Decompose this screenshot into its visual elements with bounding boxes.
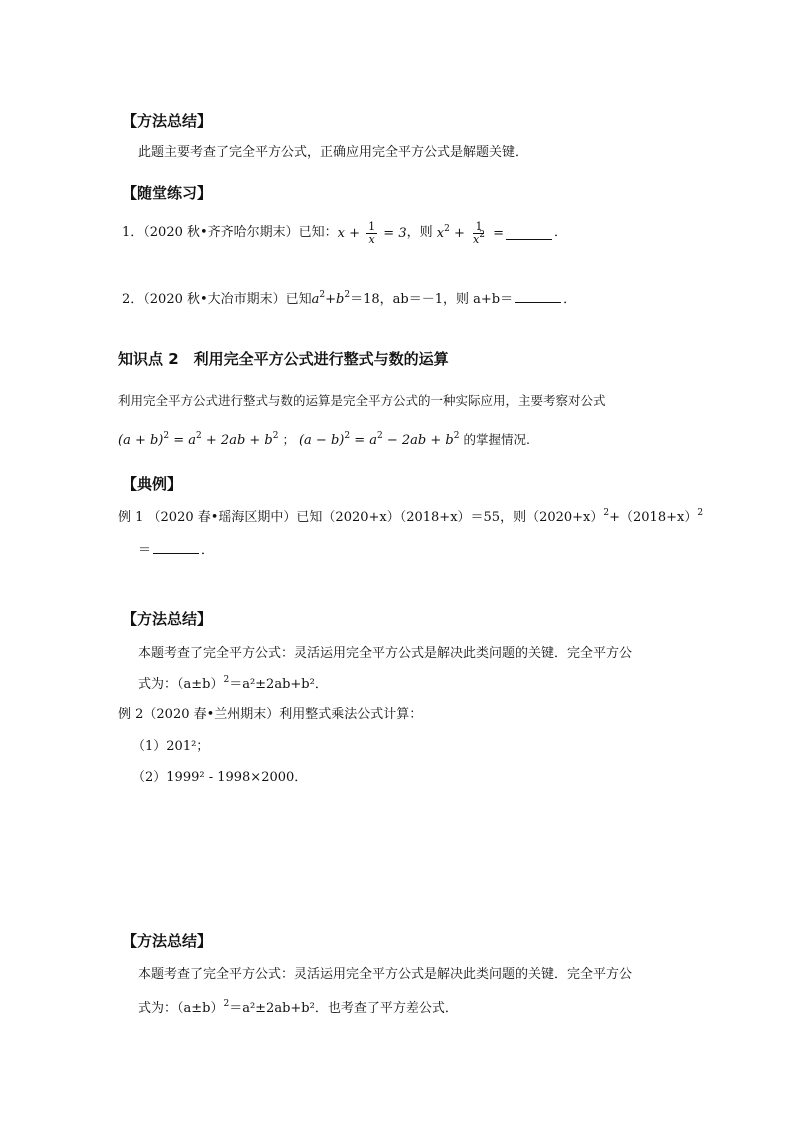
example-1-equals: ＝ (138, 543, 152, 558)
formula-result: ＝a²±2ab+b²． (229, 677, 328, 692)
knowledge-point-formulas (118, 430, 530, 448)
method-summary-text-2-line-2: 式为：$(a\pm b)^2=a^2\pm 2ab+b^2$． (138, 675, 328, 692)
example-1-line-1: 例 1 （2020 春•瑶海区期中）已知（2020+x）（2018+x）＝55，则$(2020+x)^2+(2018+x)^2$ (118, 508, 704, 525)
formula-suffix: 的掌握情况. (463, 432, 530, 447)
practice-heading: 【随堂练习】 (122, 184, 213, 202)
example-2-part-1: （1）201²； (132, 739, 210, 754)
method-summary-text-1: 此题主要考查了完全平方公式，正确应用完全平方公式是解题关键． (138, 145, 529, 160)
example-1-line-2 (138, 541, 214, 560)
q1-prefix: 1．（2020 秋•齐齐哈尔期末）已知： (122, 225, 338, 240)
q2-answer-blank[interactable] (515, 290, 561, 303)
practice-question-1 (122, 218, 567, 248)
example-heading: 【典例】 (122, 475, 183, 493)
practice-question-2 (122, 290, 576, 309)
method-summary-heading-1: 【方法总结】 (122, 112, 213, 130)
method-summary-text-2-line-1: 本题考查了完全平方公式：灵活运用完全平方公式是解决此类问题的关键．完全平方公 (138, 646, 633, 661)
q1-mid: ，则 (406, 225, 433, 240)
q1-end: ． (553, 225, 567, 240)
q2-condition: ＝18，ab＝－1，则 a+b＝ (350, 292, 514, 307)
example-1-answer-blank[interactable] (153, 541, 199, 554)
formula-square-diff: $(a - b)^2 = a^2 - 2ab + b^2$ (298, 431, 460, 448)
formula-prefix: 式为：（a±b） (138, 1001, 224, 1016)
example-2-part-2: （2）1999² - 1998×2000． (132, 770, 308, 785)
knowledge-point-description: 利用完全平方公式进行整式与数的运算是完全平方公式的一种实际应用，主要考察对公式 (118, 393, 606, 408)
q2-sum-squares: $a^2+b^2$ (311, 290, 351, 307)
q1-answer-blank[interactable] (506, 227, 552, 240)
formula-square-sum: $(a + b)^2 = a^2 + 2ab + b^2$ (118, 431, 279, 448)
knowledge-point-title: 知识点 2 利用完全平方公式进行整式与数的运算 (118, 350, 449, 368)
example-1-end: ． (201, 543, 215, 558)
formula-result: ＝a²±2ab+b²．也考查了平方差公式． (229, 1001, 458, 1016)
method-summary-heading-2: 【方法总结】 (122, 610, 213, 628)
formula-prefix: 式为：（a±b） (138, 677, 224, 692)
method-summary-heading-3: 【方法总结】 (122, 932, 213, 950)
example-1-text: 例 1 （2020 春•瑶海区期中）已知（2020+x）（2018+x）＝55，则（2020+x） (118, 510, 604, 525)
formula-separator: ； (282, 432, 295, 447)
method-summary-text-3-line-1: 本题考查了完全平方公式：灵活运用完全平方公式是解决此类问题的关键．完全平方公 (138, 967, 633, 982)
q2-prefix: 2．（2020 秋•大冶市期末）已知 (122, 292, 312, 307)
q2-end: ． (563, 292, 577, 307)
example-1-text-b: +（2018+x） (609, 510, 698, 525)
q1-condition: x + $\frac{1}{x}$ = 3 (337, 219, 407, 246)
example-2-title: 例 2（2020 春•兰州期末）利用整式乘法公式计算： (118, 707, 423, 722)
q1-expression: $x^2$ + $\frac{1}{x^2}$ = (432, 219, 504, 246)
method-summary-text-3-line-2: 式为：$(a\pm b)^2=a^2\pm 2ab+b^2$．也考查了平方差公式． (138, 999, 458, 1016)
